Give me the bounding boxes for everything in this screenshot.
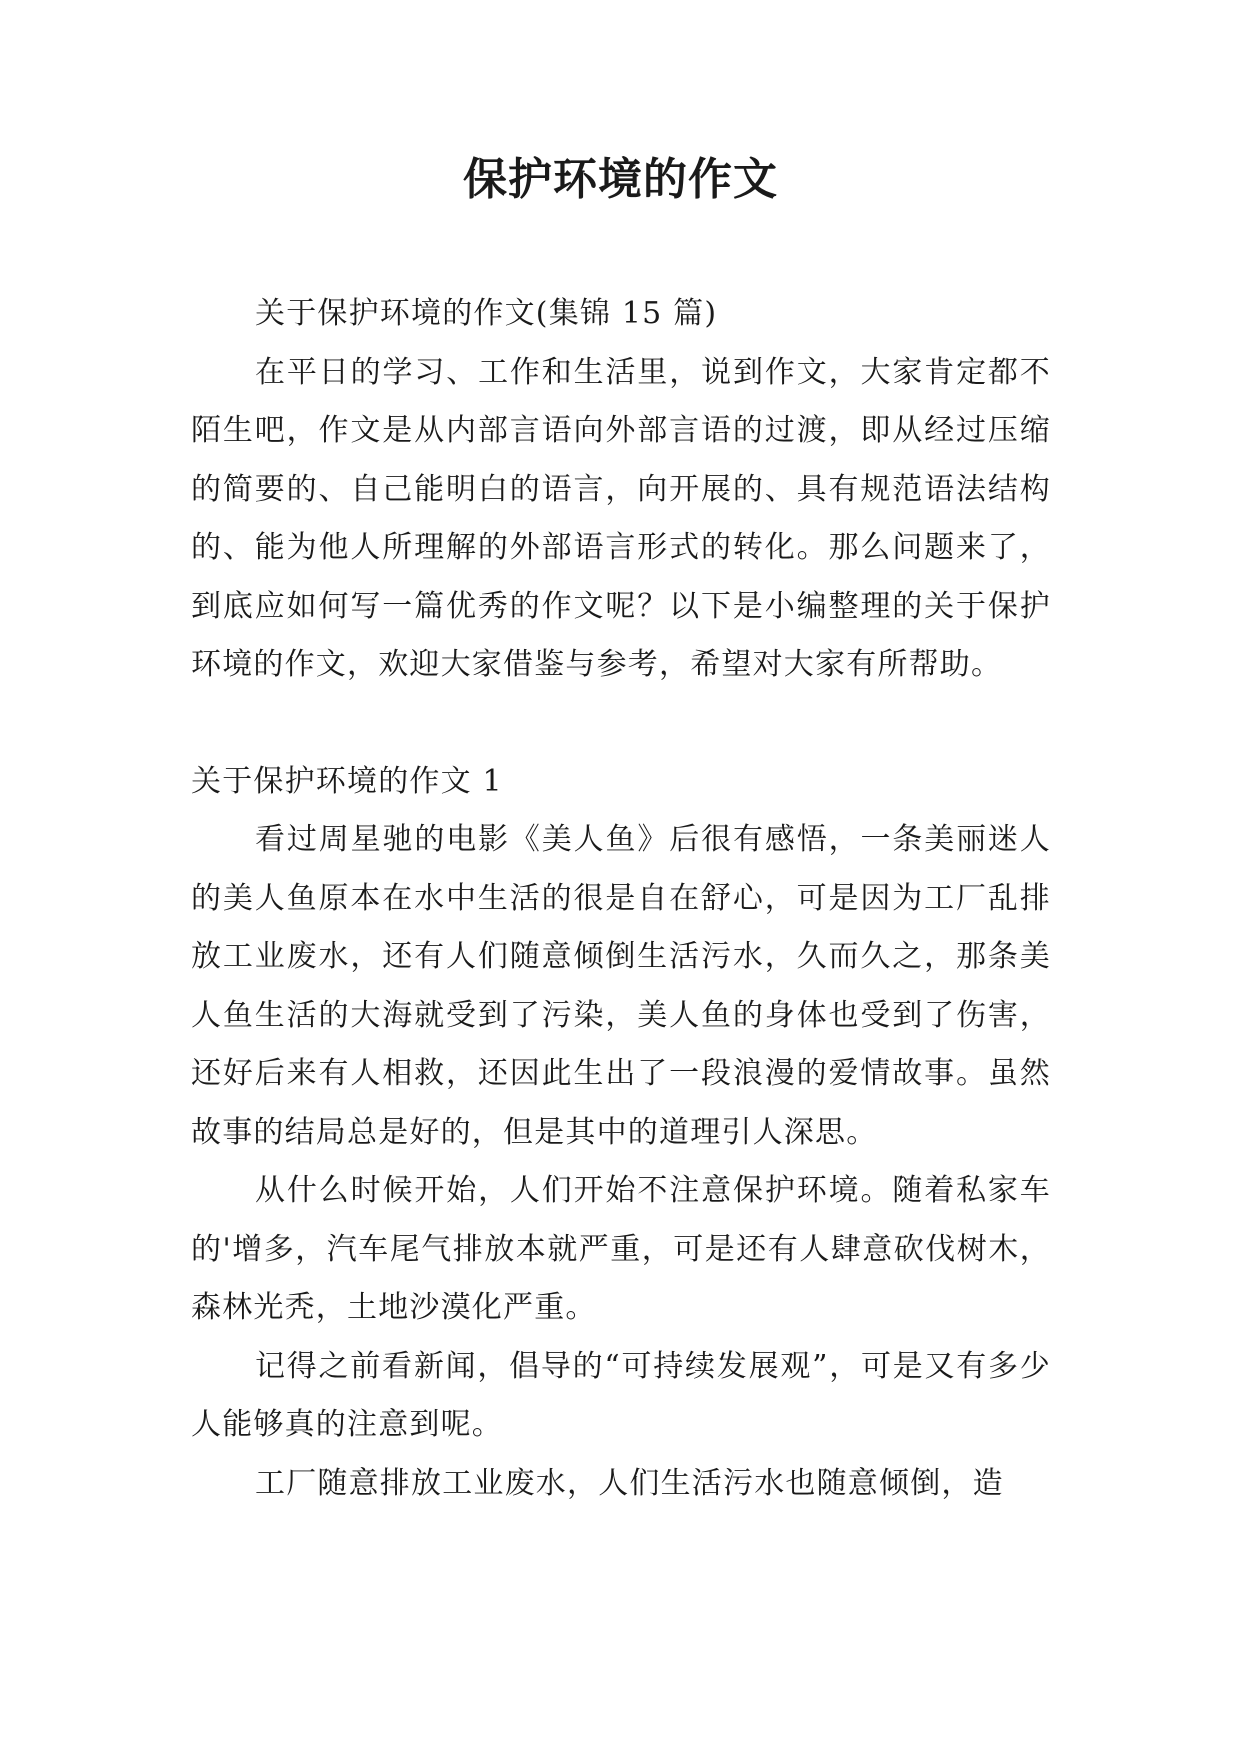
section-paragraph-2: 从什么时候开始，人们开始不注意保护环境。随着私家车的'增多，汽车尾气排放本就严重，可是还有人肆意砍伐树木，森林光秃，土地沙漠化严重。 <box>191 1173 1051 1325</box>
intro-paragraph: 在平日的学习、工作和生活里，说到作文，大家肯定都不陌生吧，作文是从内部言语向外部言语的过渡，即从经过压缩的简要的、自己能明白的语言，向开展的、具有规范语法结构的、能为他人所理解的外部语言形式的转化。那么问题来了，到底应如何写一篇优秀的作文呢？以下是小编整理的关于保护环境的作文，欢迎大家借鉴与参考，希望对大家有所帮助。 <box>191 354 1051 682</box>
document-title: 保护环境的作文 <box>463 154 778 205</box>
document-body <box>191 285 1051 1513</box>
document-subtitle: 关于保护环境的作文(集锦 15 篇) <box>255 296 718 331</box>
section-paragraph-4: 工厂随意排放工业废水，人们生活污水也随意倾倒，造 <box>255 1465 1004 1501</box>
section-heading: 关于保护环境的作文 1 <box>191 763 503 799</box>
section-spacer <box>191 695 1051 753</box>
section-paragraph-1: 看过周星驰的电影《美人鱼》后很有感悟，一条美丽迷人的美人鱼原本在水中生活的很是自在舒心，可是因为工厂乱排放工业废水，还有人们随意倾倒生活污水，久而久之，那条美人鱼生活的大海就受到了污染，美人鱼的身体也受到了伤害，还好后来有人相救，还因此生出了一段浪漫的爱情故事。虽然故事的结局总是好的，但是其中的道理引人深思。 <box>191 822 1051 1150</box>
section-paragraph-3: 记得之前看新闻，倡导的“可持续发展观”，可是又有多少人能够真的注意到呢。 <box>191 1348 1051 1442</box>
